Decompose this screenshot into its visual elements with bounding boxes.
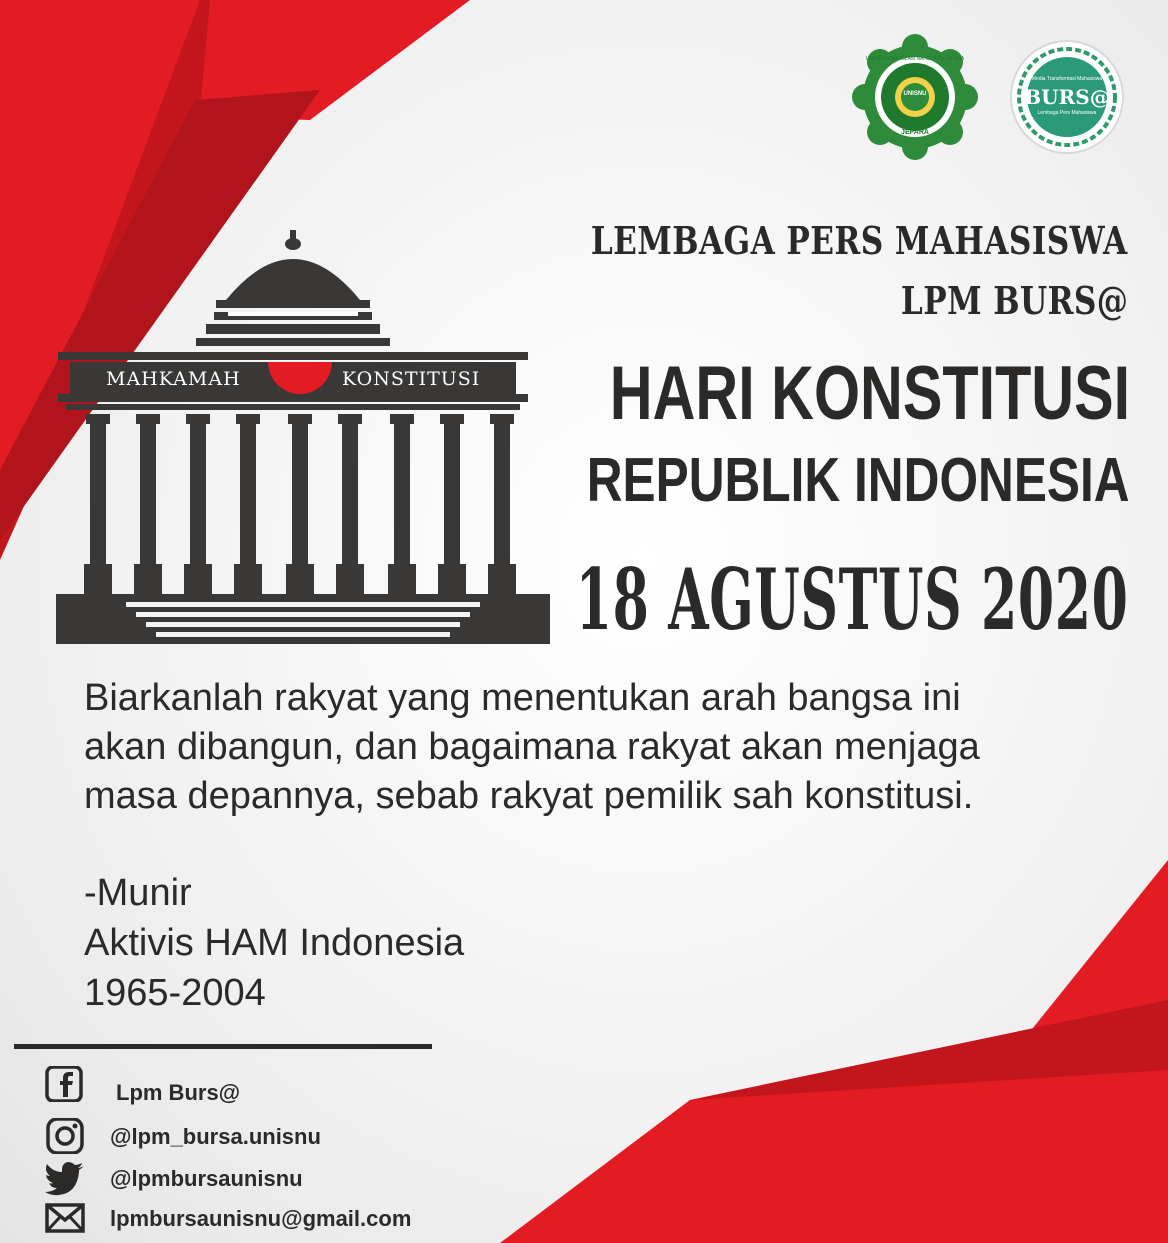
twitter-icon [44, 1160, 86, 1196]
org-name-line2: LPM BURS@ [900, 278, 1128, 323]
email-label: lpmbursaunisnu@gmail.com [110, 1206, 412, 1231]
bursa-bottom-label: Lembaga Pers Mahasiswa [1037, 110, 1097, 116]
unisnu-ring-label: UNIVERSITAS ISLAM NAHDLATUL ULAMA [865, 56, 965, 62]
building-sign [56, 362, 550, 394]
bursa-top-label: Media Transformasi Mahasiswa [1031, 76, 1103, 82]
building-sign-left: MAHKAMAH [106, 368, 241, 390]
instagram-label: @lpm_bursa.unisnu [110, 1124, 321, 1149]
event-date: 18 AGUSTUS 2020 [575, 550, 1128, 649]
quote-line: masa depannya, sebab rakyat pemilik sah konstitusi. [84, 775, 974, 817]
social-facebook[interactable] [44, 1066, 444, 1105]
event-subtitle: REPUBLIK INDONESIA [587, 446, 1130, 515]
quote-author-years: 1965-2004 [84, 972, 266, 1014]
mail-icon [44, 1200, 86, 1236]
divider [14, 1044, 432, 1049]
instagram-icon [44, 1118, 86, 1154]
unisnu-logo-text [852, 34, 978, 160]
bursa-logo-text [1008, 38, 1126, 156]
social-twitter[interactable] [44, 1160, 444, 1196]
quote-block [84, 674, 1144, 821]
facebook-label: Lpm Burs@ [116, 1080, 241, 1105]
twitter-label: @lpmbursaunisnu [110, 1166, 303, 1191]
quote-author-role: Aktivis HAM Indonesia [84, 922, 465, 964]
building-sign-right: KONSTITUSI [342, 368, 481, 390]
quote-line: Biarkanlah rakyat yang menentukan arah bangsa ini [84, 677, 961, 719]
bursa-center-label: BURS@ [1024, 85, 1110, 109]
quote-attribution [84, 868, 464, 1018]
social-instagram[interactable] [44, 1118, 444, 1154]
facebook-icon [44, 1066, 86, 1102]
quote-author: -Munir [84, 872, 192, 914]
unisnu-center-label: UNISNU [903, 91, 927, 97]
quote-line: akan dibangun, dan bagaimana rakyat akan menjaga [84, 726, 980, 768]
event-title: HARI KONSTITUSI [609, 351, 1130, 436]
social-email[interactable] [44, 1200, 444, 1236]
court-building-illustration [56, 228, 550, 644]
org-name-line1: LEMBAGA PERS MAHASISWA [591, 218, 1128, 263]
unisnu-bottom-label: JEPARA [901, 129, 929, 136]
